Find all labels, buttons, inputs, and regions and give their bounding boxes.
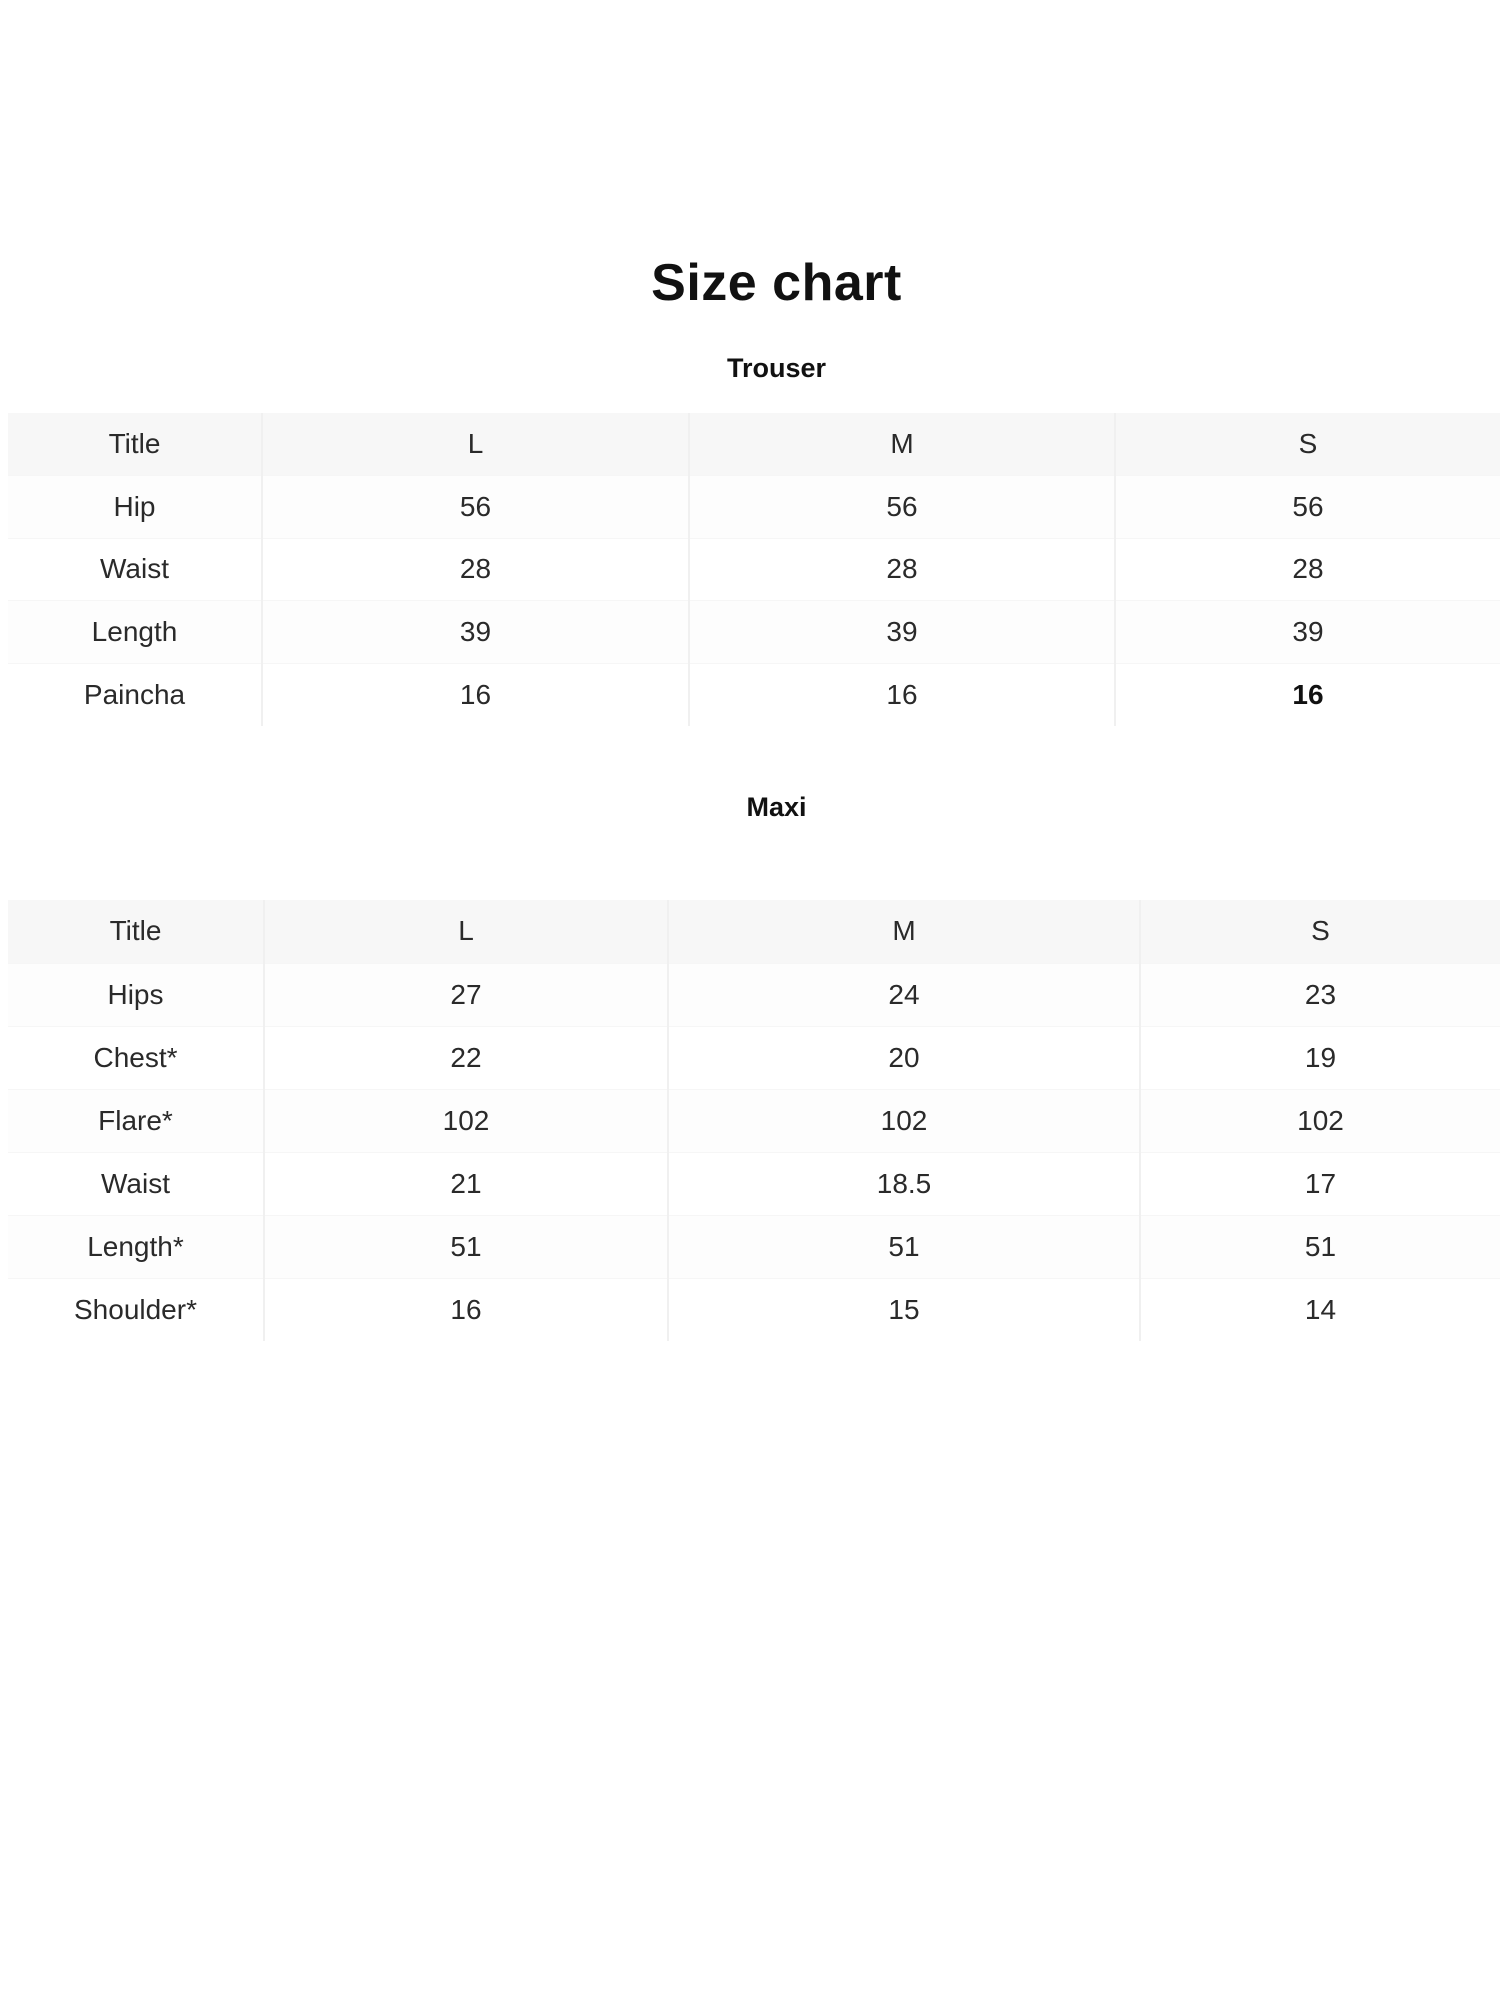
table-row xyxy=(8,476,1500,539)
cell-s: 51 xyxy=(1140,1215,1500,1278)
column-header-title: Title xyxy=(108,428,161,459)
column-header-l: L xyxy=(264,900,668,963)
cell-l: 39 xyxy=(262,601,689,664)
table-header-row xyxy=(8,413,1500,476)
column-header-title: Title xyxy=(109,915,162,947)
maxi-section-title: Maxi xyxy=(746,792,807,822)
table-row xyxy=(8,963,1500,1026)
cell-l: 22 xyxy=(264,1026,668,1089)
table-row xyxy=(8,1089,1500,1152)
cell-s: 56 xyxy=(1115,476,1500,539)
cell-s: 102 xyxy=(1140,1089,1500,1152)
cell-m: 28 xyxy=(689,538,1115,601)
cell-s: 28 xyxy=(1115,538,1500,601)
table-row xyxy=(8,601,1500,664)
column-header-m: M xyxy=(668,900,1140,963)
cell-m: 39 xyxy=(689,601,1115,664)
cell-l: 21 xyxy=(264,1152,668,1215)
cell-l: 28 xyxy=(262,538,689,601)
cell-l: 51 xyxy=(264,1215,668,1278)
cell-s: 23 xyxy=(1140,963,1500,1026)
table-row xyxy=(8,1215,1500,1278)
row-label: Waist xyxy=(101,1167,170,1199)
column-header-s: S xyxy=(1115,413,1500,476)
row-label: Hips xyxy=(107,978,164,1010)
cell-m: 24 xyxy=(668,963,1140,1026)
cell-m: 15 xyxy=(668,1278,1140,1341)
page-title: Size chart xyxy=(651,254,902,312)
row-label: Hip xyxy=(113,490,156,522)
row-label: Shoulder* xyxy=(74,1293,197,1325)
row-label: Length xyxy=(91,615,178,647)
table-row xyxy=(8,1026,1500,1089)
cell-l: 16 xyxy=(262,663,689,726)
cell-s: 19 xyxy=(1140,1026,1500,1089)
maxi-size-table xyxy=(8,900,1500,1341)
table-row xyxy=(8,663,1500,726)
cell-m: 51 xyxy=(668,1215,1140,1278)
table-row xyxy=(8,1152,1500,1215)
cell-l: 16 xyxy=(264,1278,668,1341)
row-label: Paincha xyxy=(83,678,186,710)
cell-m: 102 xyxy=(668,1089,1140,1152)
column-header-s: S xyxy=(1140,900,1500,963)
column-header-l: L xyxy=(262,413,689,476)
cell-m: 56 xyxy=(689,476,1115,539)
cell-l: 27 xyxy=(264,963,668,1026)
cell-m: 20 xyxy=(668,1026,1140,1089)
row-label: Chest* xyxy=(93,1041,178,1073)
row-label: Length* xyxy=(87,1230,184,1262)
cell-m: 18.5 xyxy=(668,1152,1140,1215)
trouser-size-table xyxy=(8,413,1500,726)
table-header-row xyxy=(8,900,1500,963)
column-header-m: M xyxy=(689,413,1115,476)
row-label: Flare* xyxy=(98,1104,173,1136)
table-row xyxy=(8,538,1500,601)
cell-s: 17 xyxy=(1140,1152,1500,1215)
cell-s: 16 xyxy=(1115,663,1500,726)
trouser-section-title: Trouser xyxy=(726,353,827,383)
cell-s: 14 xyxy=(1140,1278,1500,1341)
cell-s: 39 xyxy=(1115,601,1500,664)
cell-l: 56 xyxy=(262,476,689,539)
cell-m: 16 xyxy=(689,663,1115,726)
cell-l: 102 xyxy=(264,1089,668,1152)
table-row xyxy=(8,1278,1500,1341)
row-label: Waist xyxy=(100,553,169,585)
